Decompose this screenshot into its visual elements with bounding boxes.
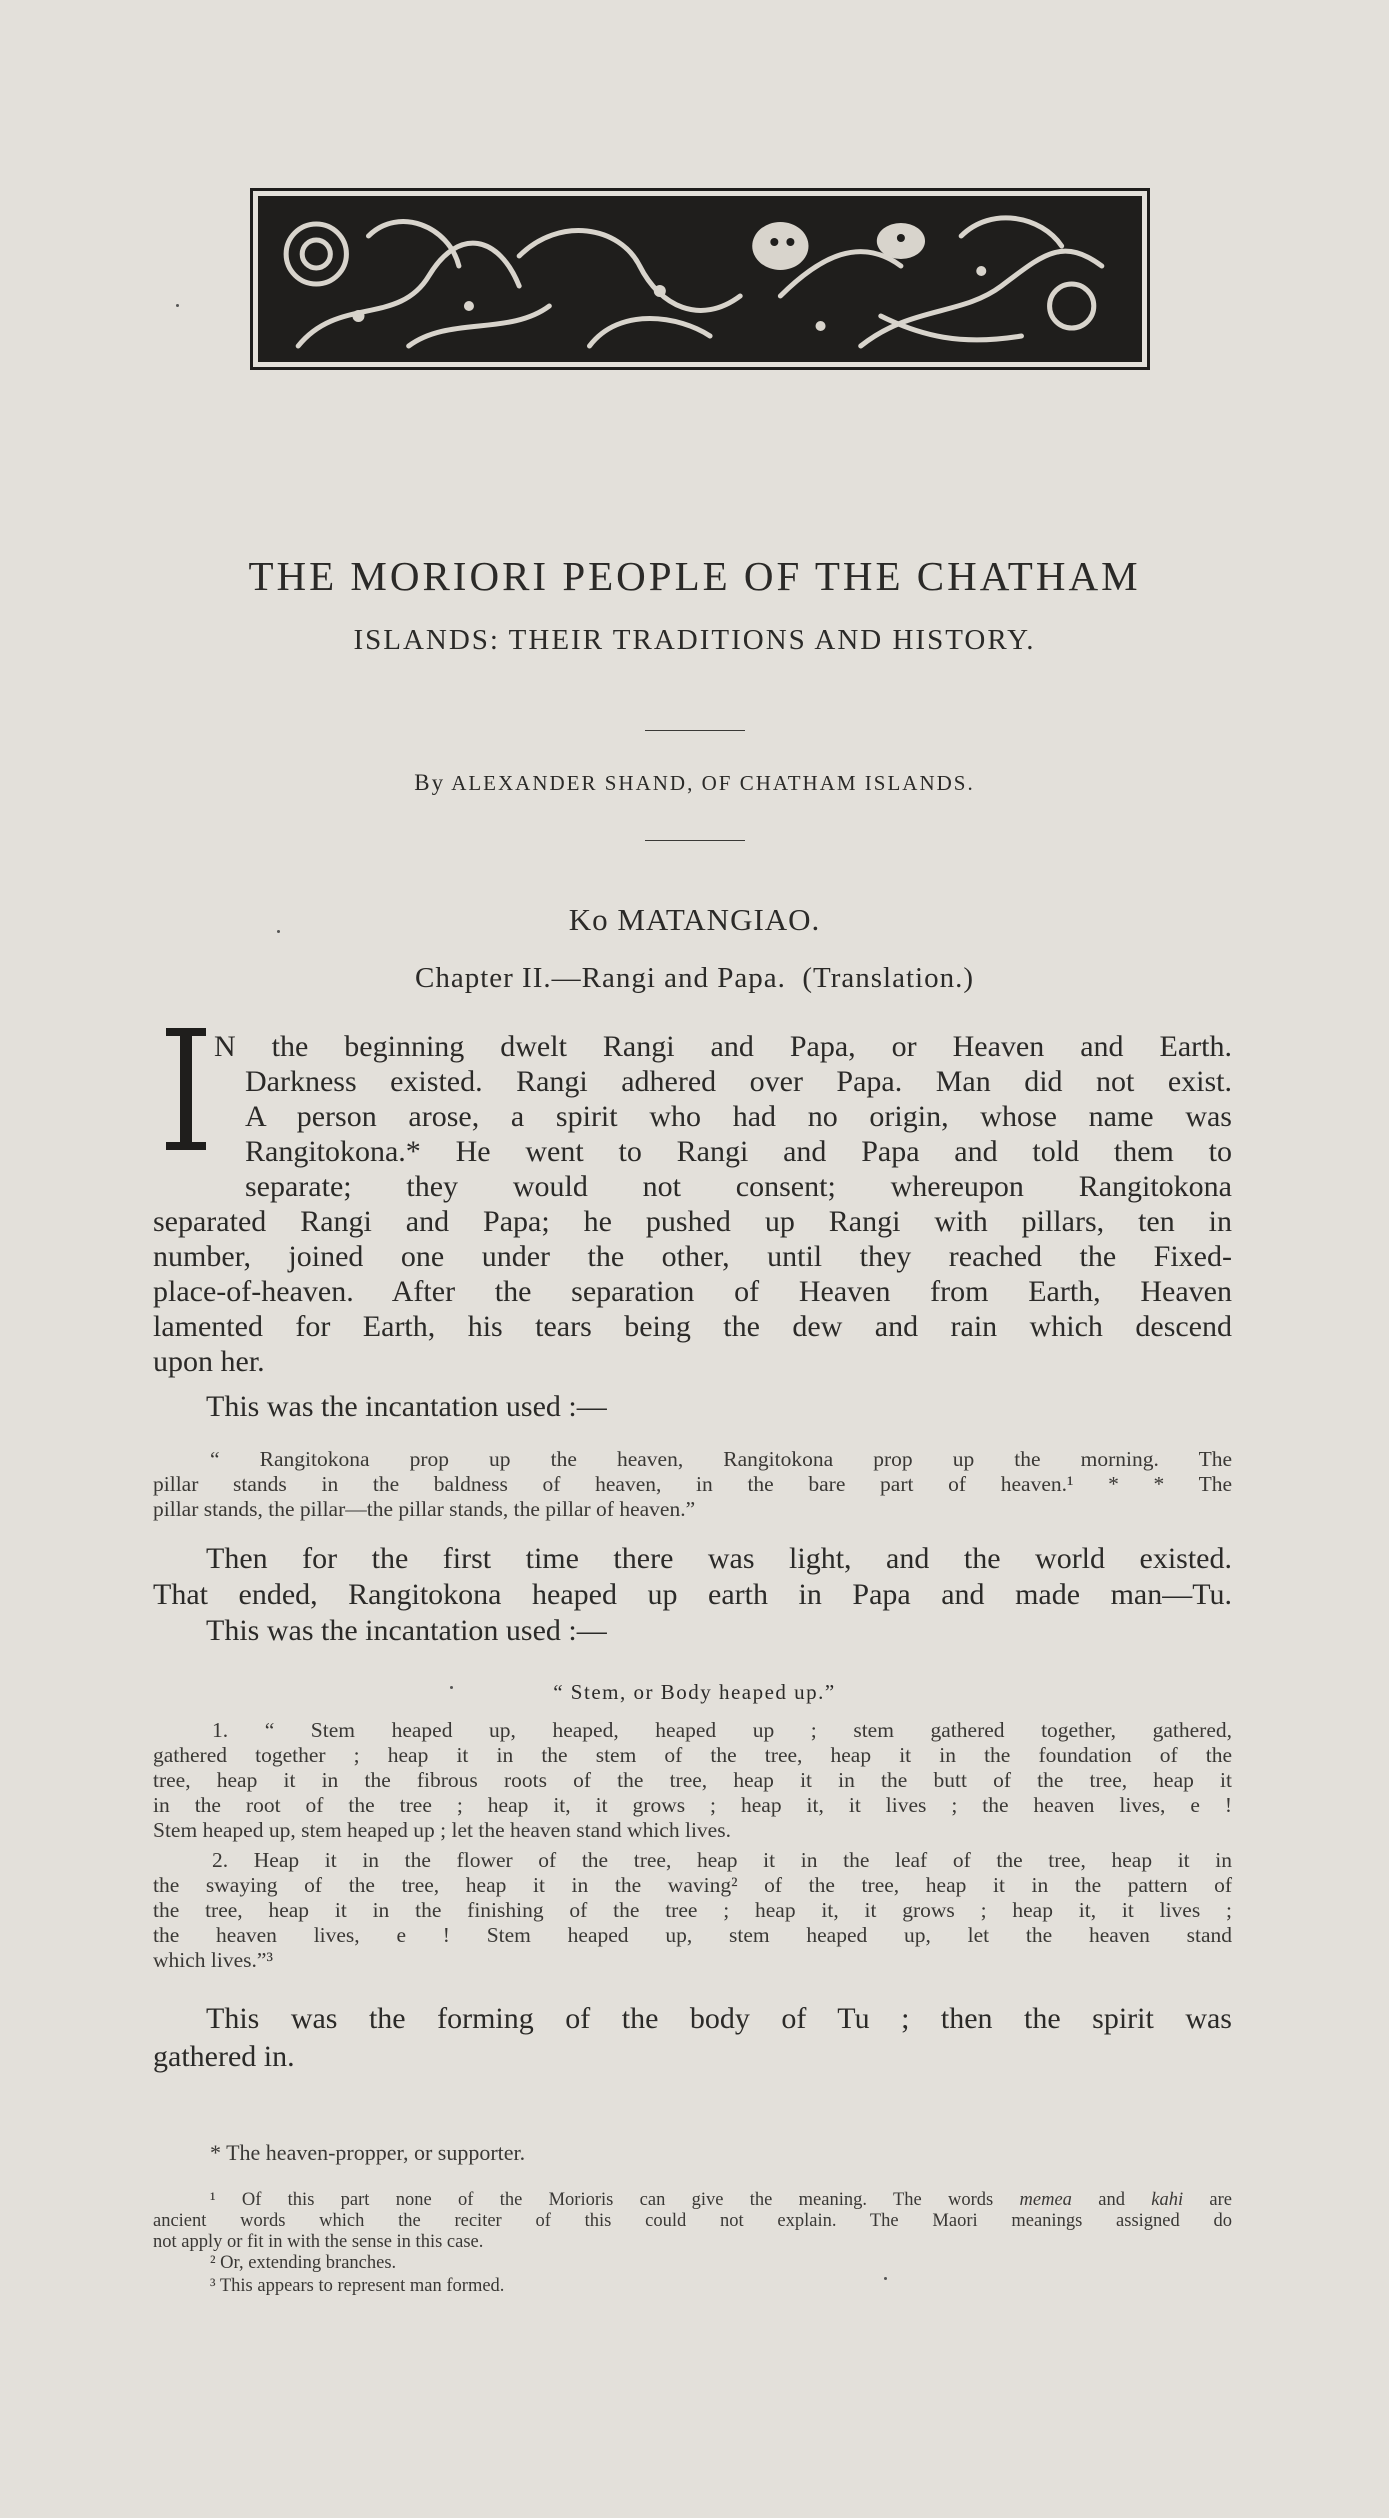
paragraph-3-line: gathered in. <box>153 2040 295 2073</box>
byline <box>0 770 1389 796</box>
footnote-1-line: ancient words which the reciter of this could not explain. The Maori meanings assigned do <box>153 2211 1232 2231</box>
footnote-1-text: ¹ Of this part none of the Morioris can give the meaning. The words <box>210 2190 994 2210</box>
footnote-1-and: and <box>1098 2190 1125 2210</box>
paragraph-2-line: Then for the first time there was light, and the world existed. <box>206 1542 1232 1575</box>
verse-line: the tree, heap it in the finishing of the tree ; heap it, it grows ; heap it, it lives ; <box>153 1898 1232 1922</box>
paragraph-2-line: That ended, Rangitokona heaped up earth in Papa and made man—Tu. <box>153 1578 1232 1611</box>
byline-of: OF <box>701 771 733 795</box>
verse-line: the heaven lives, e ! Stem heaped up, stem heaped up, let the heaven stand <box>153 1923 1232 1947</box>
foliage-ornament-icon <box>258 196 1142 362</box>
ornamental-headpiece <box>250 188 1150 370</box>
paragraph-1-line: A person arose, a spirit who had no origin, whose name was <box>245 1100 1232 1133</box>
verse-line: gathered together ; heap it in the stem of the tree, heap it in the foundation of the <box>153 1743 1232 1767</box>
footnote-1-line: not apply or fit in with the sense in this case. <box>153 2232 484 2252</box>
article-title-line-1: THE MORIORI PEOPLE OF THE CHATHAM <box>248 553 1141 599</box>
footnote-1-are: are <box>1209 2190 1232 2210</box>
byline-rule <box>645 840 745 841</box>
byline-by: By <box>414 770 446 795</box>
footnote-star: * The heaven-propper, or supporter. <box>210 2140 526 2165</box>
footnote-1-line <box>210 2190 1232 2211</box>
quote-line: pillar stands in the baldness of heaven, in the bare part of heaven.¹ * * The <box>153 1472 1232 1496</box>
footnote-1-word-memea: memea <box>1019 2190 1072 2210</box>
chapter-heading <box>0 962 1389 995</box>
quote-line: “ Rangitokona prop up the heaven, Rangitokona prop up the morning. The <box>210 1447 1232 1471</box>
chapter-label: Chapter II.—Rangi and Papa. <box>414 962 786 994</box>
quote-line: pillar stands, the pillar—the pillar stands, the pillar of heaven.” <box>153 1497 696 1521</box>
incantation-heading: “ Stem, or Body heaped up.” <box>553 1680 836 1704</box>
footnote-3: ³ This appears to represent man formed. <box>210 2276 505 2296</box>
paragraph-1-line: separated Rangi and Papa; he pushed up Rangi with pillars, ten in <box>153 1205 1232 1238</box>
verse-line: Stem heaped up, stem heaped up ; let the heaven stand which lives. <box>153 1818 731 1842</box>
incantation-intro: This was the incantation used :— <box>206 1390 607 1423</box>
paragraph-1-line: upon her. <box>153 1345 265 1378</box>
section-heading <box>0 902 1389 938</box>
title-rule <box>645 730 745 731</box>
section-name: MATANGIAO. <box>617 902 821 937</box>
speck <box>176 304 179 307</box>
byline-place: CHATHAM ISLANDS. <box>739 771 975 795</box>
paragraph-3-line: This was the forming of the body of Tu ; then the spirit was <box>206 2002 1232 2035</box>
verse-line: 2. Heap it in the flower of the tree, heap it in the leaf of the tree, heap it in <box>212 1848 1232 1872</box>
drop-cap-letter <box>160 1028 212 1150</box>
paragraph-1-line: separate; they would not consent; whereupon Rangitokona <box>245 1170 1232 1203</box>
paragraph-1-line: Rangitokona.* He went to Rangi and Papa and told them to <box>245 1135 1232 1168</box>
article-title-line-2: ISLANDS: THEIR TRADITIONS AND HISTORY. <box>353 624 1036 656</box>
paragraph-1-line: Darkness existed. Rangi adhered over Papa. Man did not exist. <box>245 1065 1232 1098</box>
byline-author: ALEXANDER SHAND, <box>451 771 695 795</box>
paragraph-1-line: number, joined one under the other, until they reached the Fixed- <box>153 1240 1232 1273</box>
paragraph-1-line: place-of-heaven. After the separation of Heaven from Earth, Heaven <box>153 1275 1232 1308</box>
paragraph-1-line: lamented for Earth, his tears being the dew and rain which descend <box>153 1310 1232 1343</box>
footnote-1-word-kahi: kahi <box>1151 2190 1184 2210</box>
verse-line: in the root of the tree ; heap it, it grows ; heap it, it lives ; the heaven lives, e ! <box>153 1793 1232 1817</box>
chapter-note: (Translation.) <box>802 962 974 994</box>
section-ko: Ko <box>568 902 609 937</box>
footnote-2: ² Or, extending branches. <box>210 2253 397 2273</box>
incantation-intro: This was the incantation used :— <box>206 1614 607 1647</box>
verse-line: 1. “ Stem heaped up, heaped, heaped up ; stem gathered together, gathered, <box>212 1718 1232 1742</box>
paragraph-1-line: N the beginning dwelt Rangi and Papa, or Heaven and Earth. <box>214 1030 1232 1063</box>
verse-line: tree, heap it in the fibrous roots of the tree, heap it in the butt of the tree, heap it <box>153 1768 1232 1792</box>
speck <box>884 2277 887 2280</box>
verse-line: which lives.”³ <box>153 1948 273 1972</box>
verse-line: the swaying of the tree, heap it in the waving² of the tree, heap it in the pattern of <box>153 1873 1232 1897</box>
